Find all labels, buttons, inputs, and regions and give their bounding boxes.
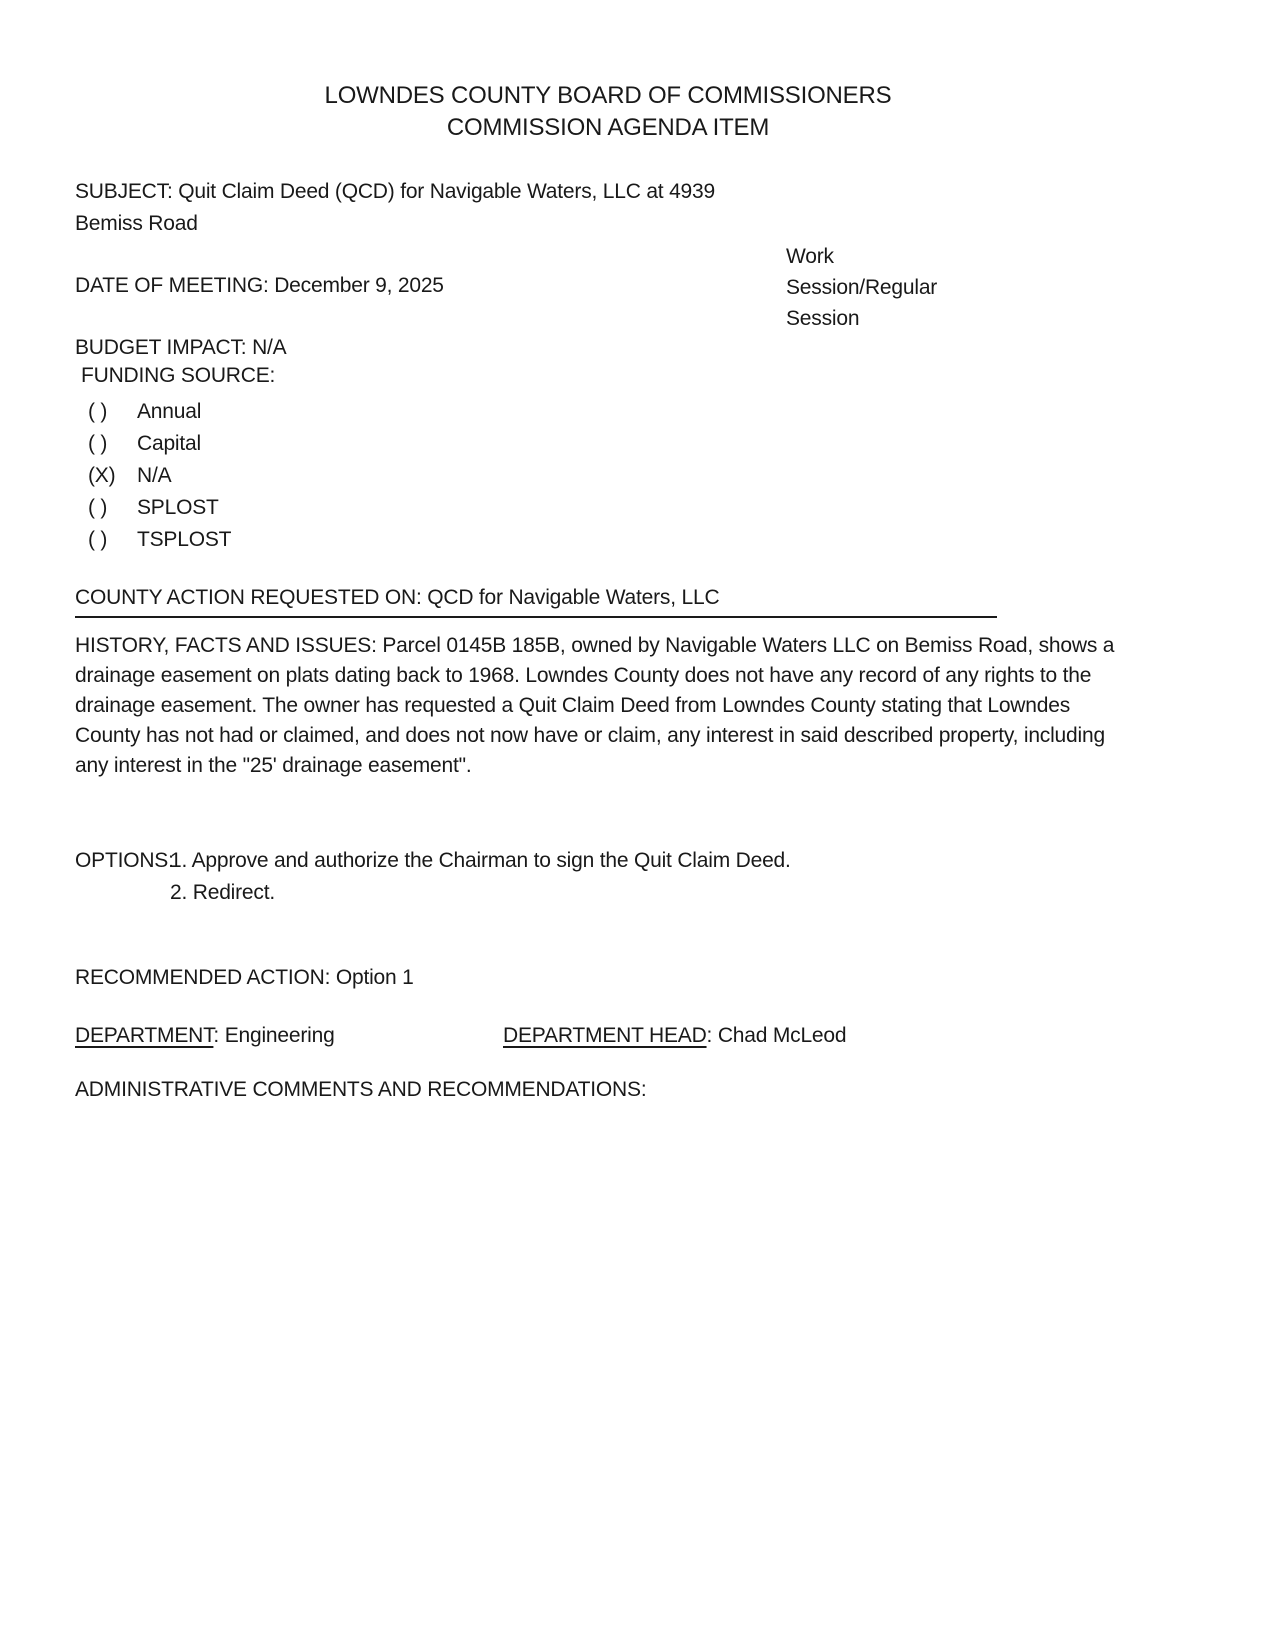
- checkbox-tsplost: ( ): [88, 528, 108, 551]
- funding-option-label: SPLOST: [137, 496, 219, 519]
- budget-impact-line: BUDGET IMPACT: N/A: [75, 336, 287, 359]
- funding-option-tsplost: [88, 524, 488, 556]
- funding-source-list: [88, 396, 488, 556]
- document-title: [75, 80, 1141, 144]
- department-group: [75, 1021, 335, 1051]
- department-head-group: [503, 1021, 846, 1051]
- title-line-1: LOWNDES COUNTY BOARD OF COMMISSIONERS: [324, 82, 892, 109]
- county-action-requested-line: COUNTY ACTION REQUESTED ON: QCD for Navigable Waters, LLC: [75, 586, 997, 618]
- administrative-comments-line: ADMINISTRATIVE COMMENTS AND RECOMMENDATIONS:: [75, 1078, 647, 1101]
- funding-option-annual: [88, 396, 488, 428]
- department-head-value: : Chad McLeod: [706, 1024, 847, 1047]
- options-label: OPTIONS:: [75, 849, 174, 872]
- funding-option-label: Capital: [137, 432, 201, 455]
- department-head-label: DEPARTMENT HEAD: [503, 1024, 707, 1047]
- session-type: Work Session/Regular Session: [786, 245, 938, 330]
- department-row: [75, 1021, 1117, 1051]
- department-label: DEPARTMENT: [75, 1024, 214, 1047]
- checkbox-na-checked: (X): [88, 464, 116, 487]
- funding-option-label: N/A: [137, 464, 172, 487]
- funding-option-label: TSPLOST: [137, 528, 232, 551]
- title-line-2: COMMISSION AGENDA ITEM: [446, 114, 770, 141]
- option-item-1: 1. Approve and authorize the Chairman to sign the Quit Claim Deed.: [170, 849, 791, 872]
- checkbox-annual: ( ): [88, 400, 108, 423]
- funding-option-splost: [88, 492, 488, 524]
- date-of-meeting-line: DATE OF MEETING: December 9, 2025: [75, 274, 444, 297]
- recommended-action-line: RECOMMENDED ACTION: Option 1: [75, 966, 414, 989]
- options-list: [170, 845, 791, 909]
- funding-source-label: FUNDING SOURCE:: [81, 364, 276, 387]
- funding-option-na: [88, 460, 488, 492]
- options-section: [75, 845, 1075, 909]
- option-item-2: 2. Redirect.: [170, 881, 275, 904]
- checkbox-splost: ( ): [88, 496, 108, 519]
- funding-option-label: Annual: [137, 400, 202, 423]
- subject-line: SUBJECT: Quit Claim Deed (QCD) for Navigable Waters, LLC at 4939 Bemiss Road: [75, 180, 715, 235]
- history-facts-issues-paragraph: HISTORY, FACTS AND ISSUES: Parcel 0145B 185B, owned by Navigable Waters LLC on Bemiss Road, shows a drainage easement on plats dating back to 1968. Lowndes County does not have any record of any rights to the drainage easement. The owner has requested a Quit Claim Deed from Lowndes County stating that Lowndes County has not had or claimed, and does not now have or claim, any interest in said described property, including any interest in the "25' drainage easement".: [75, 634, 1115, 777]
- department-value: : Engineering: [213, 1024, 335, 1047]
- checkbox-capital: ( ): [88, 432, 108, 455]
- funding-option-capital: [88, 428, 488, 460]
